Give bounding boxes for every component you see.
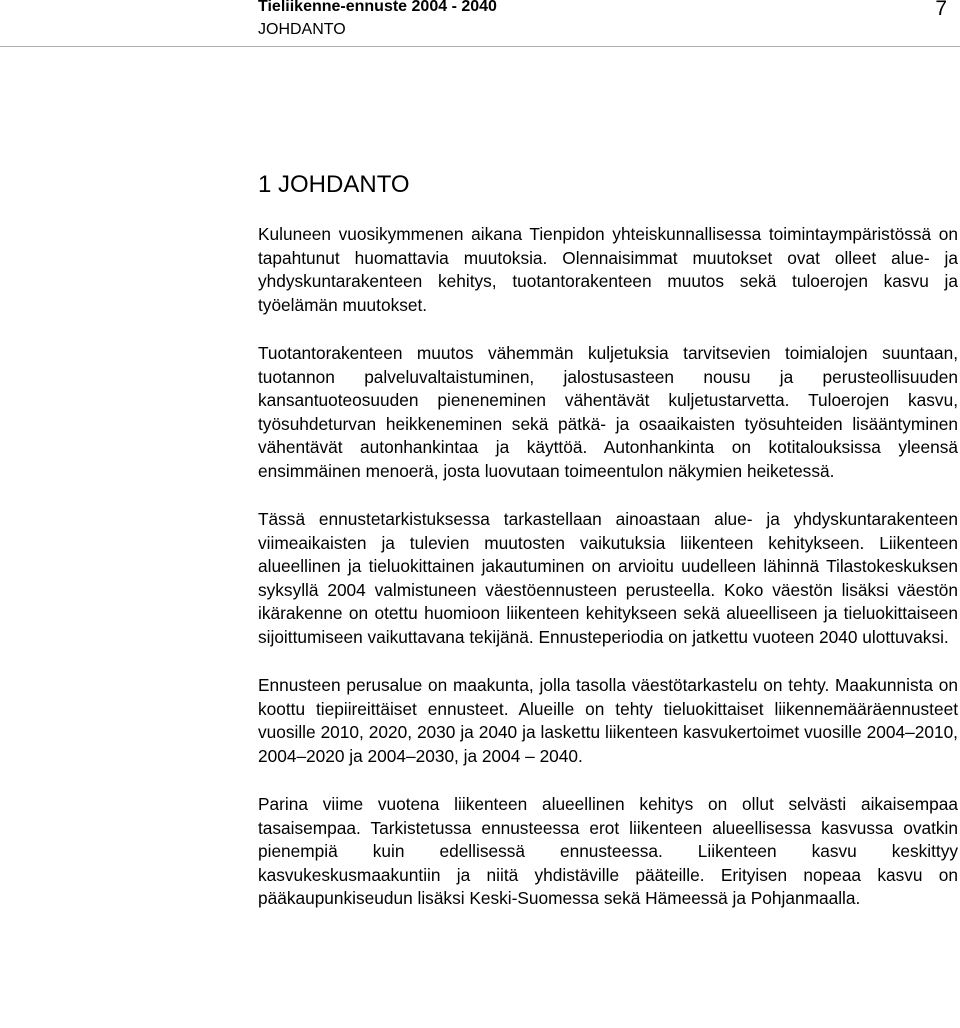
page-header bbox=[0, 0, 960, 48]
section-heading: 1 JOHDANTO bbox=[258, 171, 410, 198]
page-body bbox=[258, 170, 958, 936]
document-title: Tieliikenne-ennuste 2004 - 2040 bbox=[258, 0, 497, 15]
paragraph-2: Tuotantorakenteen muutos vähemmän kuljetuksia tarvitsevien toimialojen suuntaan, tuotannon palveluvaltaistuminen, jalostusasteen nousu ja perusteollisuuden kansantuoteosuuden pieneneminen vähentävät kuljetustarvetta. Tuloerojen kasvu, työsuhdeturvan heikkeneminen sekä pätkä- ja osaaikaisten työsuhteiden lisääntyminen vähentävät autonhankintaa ja käyttöä. Autonhankinta on kotitalouksissa yleensä ensimmäinen menoerä, josta luovutaan toimeentulon näkymien heiketessä. bbox=[258, 343, 958, 481]
page-number: 7 bbox=[935, 0, 947, 20]
paragraph-3: Tässä ennustetarkistuksessa tarkastellaan ainoastaan alue- ja yhdyskuntarakenteen viimeaikaisten ja tulevien muutosten vaikutuksia liikenteen kehitykseen. Liikenteen alueellinen ja tieluokittainen jakautuminen on arvioitu uudelleen lähinnä Tilastokeskuksen syksyllä 2004 valmistuneen väestöennusteen perusteella. Koko väestön lisäksi väestön ikärakenne on otettu huomioon liikenteen kehitykseen sekä alueelliseen ja tieluokittaiseen sijoittumiseen vaikuttavana tekijänä. Ennusteperiodia on jatkettu vuoteen 2040 ulottuvaksi. bbox=[258, 509, 958, 647]
chapter-label: JOHDANTO bbox=[258, 21, 346, 38]
paragraph-1: Kuluneen vuosikymmenen aikana Tienpidon yhteiskunnallisessa toimintaympäristössä on tapahtunut huomattavia muutoksia. Olennaisimmat muutokset ovat olleet alue- ja yhdyskuntarakenteen kehitys, tuotantorakenteen muutos sekä tuloerojen kasvu ja työelämän muutokset. bbox=[258, 224, 958, 315]
header-divider bbox=[0, 46, 960, 47]
paragraph-5: Parina viime vuotena liikenteen alueellinen kehitys on ollut selvästi aikaisempaa tasaisempaa. Tarkistetussa ennusteessa erot liikenteen alueellisessa kasvussa ovatkin pienempiä kuin edellisessä ennusteessa. Liikenteen kasvu keskittyy kasvukeskusmaakuntiin ja niitä yhdistäville pääteille. Erityisen nopeaa kasvu on pääkaupunkiseudun lisäksi Keski-Suomessa sekä Hämeessä ja Pohjanmaalla. bbox=[258, 794, 958, 908]
paragraph-4: Ennusteen perusalue on maakunta, jolla tasolla väestötarkastelu on tehty. Maakunnista on koottu tiepiireittäiset ennusteet. Alueille on tehty tieluokittaiset liikennemääräennusteet vuosille 2010, 2020, 2030 ja 2040 ja laskettu liikenteen kasvukertoimet vuosille 2004–2010, 2004–2020 ja 2004–2030, ja 2004 – 2040. bbox=[258, 675, 958, 766]
